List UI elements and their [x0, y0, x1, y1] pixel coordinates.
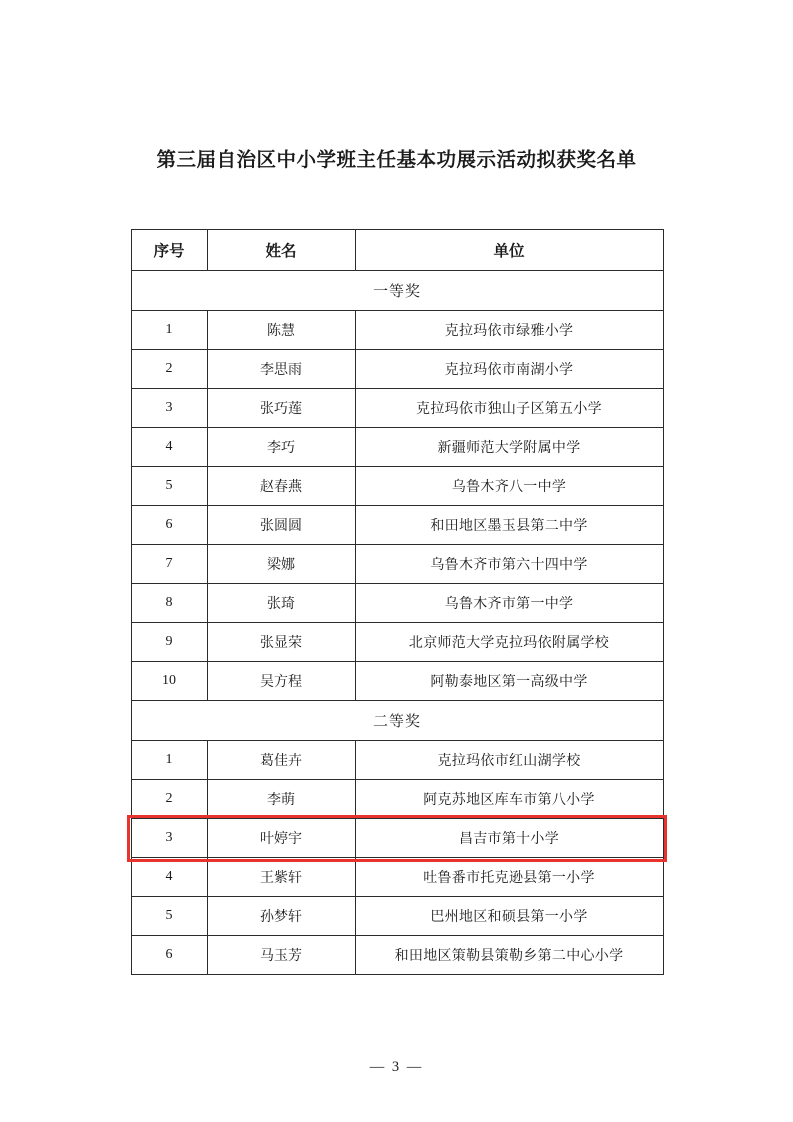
table-row	[131, 584, 663, 623]
cell-name: 李萌	[207, 780, 355, 819]
cell-name: 叶婷宇	[207, 819, 355, 858]
cell-unit: 乌鲁木齐市第六十四中学	[355, 545, 663, 584]
cell-index: 1	[131, 741, 207, 780]
section-header-row	[131, 701, 663, 741]
section-label: 二等奖	[131, 701, 663, 741]
cell-name: 张琦	[207, 584, 355, 623]
cell-index: 5	[131, 897, 207, 936]
cell-name: 张显荣	[207, 623, 355, 662]
cell-name: 梁娜	[207, 545, 355, 584]
table-row	[131, 311, 663, 350]
cell-unit: 北京师范大学克拉玛依附属学校	[355, 623, 663, 662]
cell-index: 1	[131, 311, 207, 350]
cell-name: 张圆圆	[207, 506, 355, 545]
cell-name: 王紫轩	[207, 858, 355, 897]
table-row	[131, 662, 663, 701]
cell-index: 6	[131, 506, 207, 545]
award-table-container	[131, 173, 663, 975]
cell-unit: 新疆师范大学附属中学	[355, 428, 663, 467]
table-row	[131, 506, 663, 545]
cell-index: 9	[131, 623, 207, 662]
cell-unit: 克拉玛依市独山子区第五小学	[355, 389, 663, 428]
column-header-unit: 单位	[355, 230, 663, 271]
cell-unit: 昌吉市第十小学	[355, 819, 663, 858]
award-table	[131, 229, 664, 975]
cell-index: 5	[131, 467, 207, 506]
cell-unit: 克拉玛依市绿雅小学	[355, 311, 663, 350]
column-header-name: 姓名	[207, 230, 355, 271]
cell-unit: 吐鲁番市托克逊县第一小学	[355, 858, 663, 897]
cell-name: 李巧	[207, 428, 355, 467]
cell-name: 吴方程	[207, 662, 355, 701]
cell-index: 8	[131, 584, 207, 623]
table-row	[131, 858, 663, 897]
cell-index: 4	[131, 858, 207, 897]
table-row	[131, 936, 663, 975]
column-header-index: 序号	[131, 230, 207, 271]
cell-unit: 阿勒泰地区第一高级中学	[355, 662, 663, 701]
cell-name: 葛佳卉	[207, 741, 355, 780]
cell-name: 李思雨	[207, 350, 355, 389]
table-row	[131, 467, 663, 506]
cell-index: 2	[131, 350, 207, 389]
cell-index: 10	[131, 662, 207, 701]
cell-index: 2	[131, 780, 207, 819]
section-label: 一等奖	[131, 271, 663, 311]
cell-unit: 和田地区策勒县策勒乡第二中心小学	[355, 936, 663, 975]
cell-name: 孙梦轩	[207, 897, 355, 936]
table-row	[131, 623, 663, 662]
table-header-row	[131, 230, 663, 271]
section-header-row	[131, 271, 663, 311]
table-row-highlighted	[131, 819, 663, 858]
cell-unit: 阿克苏地区库车市第八小学	[355, 780, 663, 819]
cell-index: 7	[131, 545, 207, 584]
table-row	[131, 897, 663, 936]
cell-name: 马玉芳	[207, 936, 355, 975]
cell-index: 4	[131, 428, 207, 467]
cell-unit: 克拉玛依市南湖小学	[355, 350, 663, 389]
page-title: 第三届自治区中小学班主任基本功展示活动拟获奖名单	[156, 149, 637, 171]
cell-name: 赵春燕	[207, 467, 355, 506]
page-footer: — 3 —	[369, 1059, 424, 1075]
cell-unit: 乌鲁木齐市第一中学	[355, 584, 663, 623]
table-row	[131, 428, 663, 467]
cell-index: 6	[131, 936, 207, 975]
cell-name: 张巧莲	[207, 389, 355, 428]
table-body	[131, 271, 663, 975]
cell-unit: 克拉玛依市红山湖学校	[355, 741, 663, 780]
cell-name: 陈慧	[207, 311, 355, 350]
cell-unit: 和田地区墨玉县第二中学	[355, 506, 663, 545]
cell-unit: 巴州地区和硕县第一小学	[355, 897, 663, 936]
table-row	[131, 780, 663, 819]
table-row	[131, 350, 663, 389]
table-header	[131, 230, 663, 271]
cell-index: 3	[131, 819, 207, 858]
table-row	[131, 741, 663, 780]
cell-unit: 乌鲁木齐八一中学	[355, 467, 663, 506]
table-row	[131, 389, 663, 428]
cell-index: 3	[131, 389, 207, 428]
table-row	[131, 545, 663, 584]
